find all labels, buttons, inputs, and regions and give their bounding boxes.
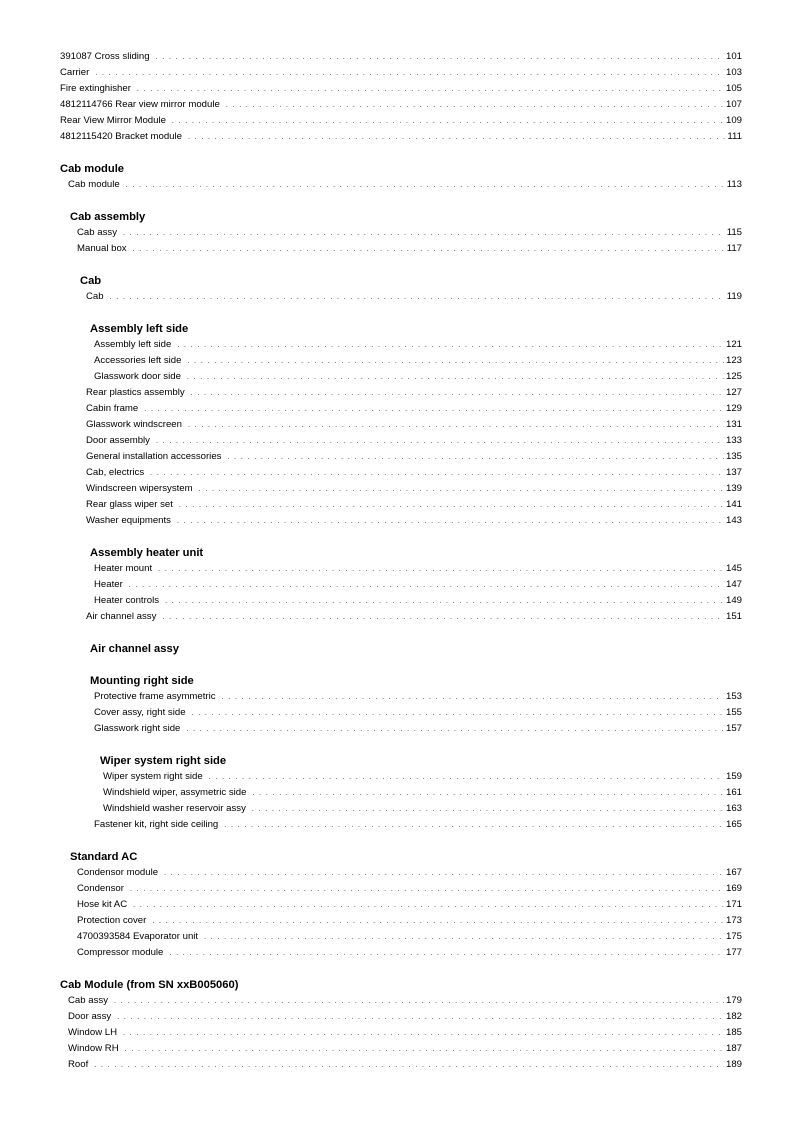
toc-entry-title: Cab assy: [77, 227, 117, 238]
leader-dots: [94, 1059, 724, 1072]
section-heading: Cab module: [60, 163, 125, 175]
toc-entry-page: 103: [725, 67, 742, 78]
toc-entry-page: 115: [726, 227, 742, 238]
toc-entry[interactable]: [77, 883, 742, 895]
leader-dots: [110, 291, 725, 304]
leader-dots: [172, 115, 724, 128]
toc-entry-title: Rear View Mirror Module: [60, 115, 166, 126]
leader-dots: [199, 483, 724, 496]
toc-entry-title: Door assembly: [86, 435, 150, 446]
leader-dots: [186, 723, 724, 736]
toc-entry-title: Glasswork right side: [94, 723, 181, 734]
toc-entry[interactable]: [94, 339, 742, 351]
leader-dots: [209, 771, 724, 784]
toc-entry-page: 135: [725, 451, 742, 462]
toc-entry-title: Rear glass wiper set: [86, 499, 173, 510]
leader-dots: [188, 131, 725, 144]
leader-dots: [123, 227, 725, 240]
toc-entry[interactable]: [60, 67, 742, 79]
leader-dots: [222, 691, 724, 704]
toc-entry-title: Carrier: [60, 67, 90, 78]
toc-entry[interactable]: [86, 451, 742, 463]
toc-entry[interactable]: [103, 803, 742, 815]
leader-dots: [169, 947, 724, 960]
toc-entry-title: Window RH: [68, 1043, 119, 1054]
toc-entry-title: Cab assy: [68, 995, 108, 1006]
toc-entry-page: 171: [725, 899, 742, 910]
toc-entry[interactable]: [77, 243, 742, 255]
toc-entry-page: 133: [725, 435, 742, 446]
toc-entry-page: 131: [725, 419, 742, 430]
toc-entry[interactable]: [86, 419, 742, 431]
toc-entry[interactable]: [68, 1059, 742, 1071]
leader-dots: [191, 387, 724, 400]
leader-dots: [252, 787, 724, 800]
section-heading: Mounting right side: [90, 675, 194, 687]
leader-dots: [252, 803, 724, 816]
leader-dots: [162, 611, 724, 624]
toc-entry-page: 117: [726, 243, 742, 254]
toc-entry[interactable]: [68, 1011, 742, 1023]
leader-dots: [133, 243, 725, 256]
toc-entry-title: Cab module: [68, 179, 120, 190]
toc-entry-title: Wiper system right side: [103, 771, 203, 782]
toc-entry-page: 167: [725, 867, 742, 878]
toc-entry-page: 119: [726, 291, 742, 302]
toc-entry[interactable]: [103, 787, 742, 799]
leader-dots: [164, 867, 724, 880]
toc-entry[interactable]: [77, 931, 742, 943]
toc-entry[interactable]: [77, 947, 742, 959]
toc-entry-title: Roof: [68, 1059, 89, 1070]
toc-entry-page: 182: [725, 1011, 742, 1022]
toc-entry[interactable]: [60, 83, 742, 95]
toc-entry-title: General installation accessories: [86, 451, 222, 462]
section-heading: Cab Module (from SN xxB005060): [60, 979, 239, 991]
toc-entry-page: 145: [725, 563, 742, 574]
section-heading: Assembly heater unit: [90, 547, 204, 559]
toc-entry-page: 107: [725, 99, 742, 110]
toc-entry-page: 127: [725, 387, 742, 398]
toc-entry[interactable]: [86, 403, 742, 415]
toc-entry-page: 113: [726, 179, 742, 190]
toc-entry-title: Fastener kit, right side ceiling: [94, 819, 219, 830]
toc-entry-title: Washer equipments: [86, 515, 171, 526]
toc-entry-page: 179: [725, 995, 742, 1006]
toc-entry-page: 189: [725, 1059, 742, 1070]
toc-entry-page: 151: [725, 611, 742, 622]
toc-entry-title: Air channel assy: [86, 611, 157, 622]
toc-entry-title: Cover assy, right side: [94, 707, 186, 718]
leader-dots: [125, 1043, 724, 1056]
toc-entry[interactable]: [68, 1043, 742, 1055]
toc-entry[interactable]: [68, 179, 742, 191]
toc-entry-page: 169: [725, 883, 742, 894]
toc-entry-page: 163: [725, 803, 742, 814]
toc-entry-page: 101: [725, 51, 742, 62]
leader-dots: [179, 499, 724, 512]
toc-entry[interactable]: [94, 355, 742, 367]
toc-entry[interactable]: [86, 515, 742, 527]
toc-entry-page: 137: [725, 467, 742, 478]
toc-entry[interactable]: [94, 819, 742, 831]
toc-entry[interactable]: [68, 1027, 742, 1039]
toc-entry-title: Heater controls: [94, 595, 160, 606]
toc-entry[interactable]: [86, 435, 742, 447]
toc-entry-page: 175: [725, 931, 742, 942]
leader-dots: [192, 707, 724, 720]
leader-dots: [126, 179, 725, 192]
toc-entry-page: 123: [725, 355, 742, 366]
toc-entry-title: Glasswork windscreen: [86, 419, 182, 430]
toc-entry-page: 121: [725, 339, 742, 350]
toc-entry-title: 4700393584 Evaporator unit: [77, 931, 199, 942]
leader-dots: [156, 435, 724, 448]
leader-dots: [226, 99, 724, 112]
leader-dots: [204, 931, 724, 944]
toc-entry-page: 125: [725, 371, 742, 382]
toc-entry-page: 147: [725, 579, 742, 590]
toc-entry-page: 141: [725, 499, 742, 510]
toc-entry-page: 111: [727, 131, 742, 142]
toc-entry[interactable]: [77, 227, 742, 239]
section-heading: Assembly left side: [90, 323, 189, 335]
toc-entry-title: Cab: [86, 291, 104, 302]
toc-entry-page: 139: [725, 483, 742, 494]
leader-dots: [156, 51, 724, 64]
leader-dots: [177, 339, 724, 352]
toc-entry-page: 153: [725, 691, 742, 702]
toc-entry[interactable]: [94, 579, 742, 591]
leader-dots: [165, 595, 724, 608]
toc-entry[interactable]: [60, 115, 742, 127]
leader-dots: [187, 371, 724, 384]
section-heading: Cab: [80, 275, 102, 287]
toc-entry[interactable]: [94, 723, 742, 735]
leader-dots: [152, 915, 724, 928]
toc-entry-title: Rear plastics assembly: [86, 387, 185, 398]
toc-entry-title: 391087 Cross sliding: [60, 51, 150, 62]
toc-entry-title: Assembly left side: [94, 339, 172, 350]
toc-entry[interactable]: [86, 483, 742, 495]
toc-entry-title: Glasswork door side: [94, 371, 181, 382]
toc-entry-title: 4812115420 Bracket module: [60, 131, 182, 142]
toc-entry-title: Protection cover: [77, 915, 147, 926]
toc-entry-page: 155: [725, 707, 742, 718]
toc-entry-title: 4812114766 Rear view mirror module: [60, 99, 220, 110]
leader-dots: [114, 995, 724, 1008]
toc-entry-title: Window LH: [68, 1027, 118, 1038]
leader-dots: [150, 467, 724, 480]
leader-dots: [130, 883, 724, 896]
toc-entry[interactable]: [86, 291, 742, 303]
toc-entry[interactable]: [86, 467, 742, 479]
toc-entry-page: 109: [725, 115, 742, 126]
toc-entry[interactable]: [77, 899, 742, 911]
toc-entry-page: 177: [725, 947, 742, 958]
leader-dots: [133, 899, 724, 912]
toc-entry-title: Heater mount: [94, 563, 153, 574]
toc-entry[interactable]: [60, 131, 742, 143]
leader-dots: [188, 419, 724, 432]
toc-entry-page: 157: [725, 723, 742, 734]
leader-dots: [224, 819, 724, 832]
toc-entry-title: Cab, electrics: [86, 467, 145, 478]
leader-dots: [227, 451, 724, 464]
toc-entry-page: 185: [725, 1027, 742, 1038]
section-heading: Cab assembly: [70, 211, 146, 223]
leader-dots: [123, 1027, 724, 1040]
toc-entry[interactable]: [94, 691, 742, 703]
leader-dots: [158, 563, 724, 576]
section-heading: Air channel assy: [90, 643, 179, 655]
toc-entry[interactable]: [60, 51, 742, 63]
toc-entry-title: Windshield wiper, assymetric side: [103, 787, 247, 798]
toc-entry-title: Manual box: [77, 243, 127, 254]
toc-entry-title: Windscreen wipersystem: [86, 483, 193, 494]
toc-entry-title: Fire extinghisher: [60, 83, 131, 94]
toc-entry-title: Hose kit AC: [77, 899, 128, 910]
toc-entry[interactable]: [68, 995, 742, 1007]
toc-entry[interactable]: [86, 387, 742, 399]
leader-dots: [117, 1011, 724, 1024]
toc-entry-title: Protective frame asymmetric: [94, 691, 216, 702]
toc-entry-title: Cabin frame: [86, 403, 139, 414]
toc-entry-page: 187: [725, 1043, 742, 1054]
toc-entry[interactable]: [94, 371, 742, 383]
leader-dots: [129, 579, 724, 592]
toc-entry-page: 159: [725, 771, 742, 782]
toc-entry-title: Condensor module: [77, 867, 159, 878]
toc-entry-page: 105: [725, 83, 742, 94]
toc-entry-page: 143: [725, 515, 742, 526]
toc-entry-page: 165: [725, 819, 742, 830]
toc-entry[interactable]: [103, 771, 742, 783]
toc-entry-page: 129: [725, 403, 742, 414]
leader-dots: [137, 83, 724, 96]
toc-entry-title: Compressor module: [77, 947, 164, 958]
toc-entry-page: 161: [725, 787, 742, 798]
leader-dots: [144, 403, 724, 416]
leader-dots: [95, 67, 724, 80]
toc-entry[interactable]: [77, 867, 742, 879]
toc-entry-title: Windshield washer reservoir assy: [103, 803, 246, 814]
toc-entry-page: 173: [725, 915, 742, 926]
toc-entry[interactable]: [77, 915, 742, 927]
section-heading: Wiper system right side: [100, 755, 227, 767]
toc-entry[interactable]: [94, 563, 742, 575]
leader-dots: [187, 355, 724, 368]
toc-entry[interactable]: [86, 499, 742, 511]
toc-entry-page: 149: [725, 595, 742, 606]
toc-entry[interactable]: [86, 611, 742, 623]
toc-entry[interactable]: [94, 707, 742, 719]
toc-entry-title: Accessories left side: [94, 355, 182, 366]
section-heading: Standard AC: [70, 851, 138, 863]
toc-entry[interactable]: [94, 595, 742, 607]
toc-entry[interactable]: [60, 99, 742, 111]
toc-entry-title: Condensor: [77, 883, 124, 894]
leader-dots: [177, 515, 724, 528]
toc-entry-title: Heater: [94, 579, 123, 590]
toc-entry-title: Door assy: [68, 1011, 112, 1022]
